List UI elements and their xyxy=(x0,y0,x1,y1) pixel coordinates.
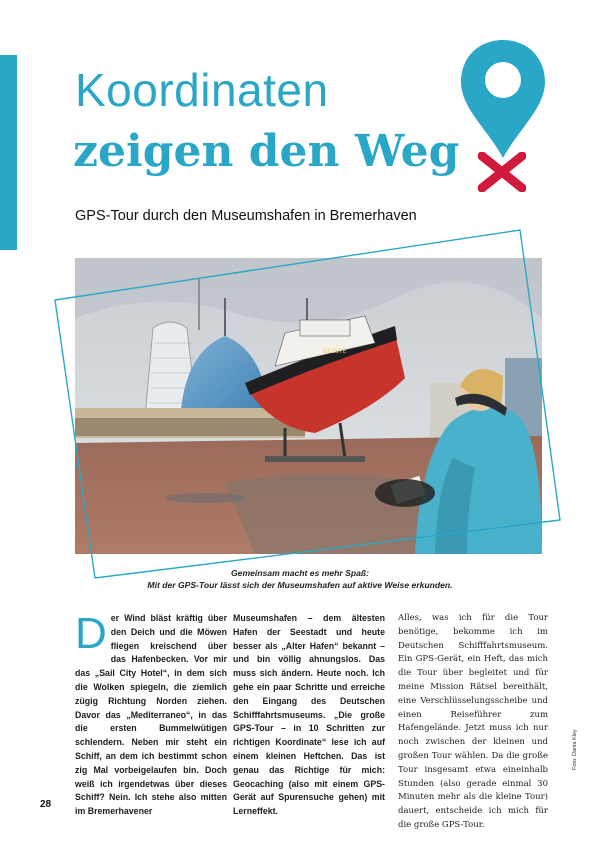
caption-line-2: Mit der GPS-Tour lässt sich der Museumshafen auf aktive Weise erkunden. xyxy=(147,580,453,590)
subtitle: GPS-Tour durch den Museumshafen in Bremerhaven xyxy=(75,208,417,224)
x-mark-icon xyxy=(478,152,526,192)
title-line-1: Koordinaten xyxy=(75,64,329,116)
drop-cap: D xyxy=(75,609,107,658)
article-column-3 xyxy=(398,612,548,833)
column-2-text: Museumshafen – dem ältesten Hafen der Seestadt und heute besser als „Alter Hafen“ bekannt – und bin völlig ahnungslos. Das muss sich ändern. Heute noch. Ich gehe ein paar Schritte und erreiche den Eingang des Deutschen Schifffahrtsmuseums. „Die große GPS-Tour – in 10 Schritten zur richtigen Koordinate“ lese ich auf einem kleinen Heftchen. Das ist genau das Richtige für mich: Geocaching (also mit einem GPS-Gerät auf Spurensuche gehen) mit Lerneffekt. xyxy=(233,613,385,817)
column-1-text: er Wind bläst kräftig über den Deich und die Möwen fliegen kreischend über das Hafenbecken. Vor mir das „Sail City Hotel“, in dem sich die Wolken spiegeln, die ziemlich zügig Richtung Norden ziehen. Davor das „Mediterraneo“, in das die ersten Bummelwütigen schlendern. Neben mir steht ein Schiff, an dem ich bestimmt schon zig Mal vorbeigelaufen bin. Doch weiß ich irgendetwas über dieses Schiff? Nein. Ich stehe also mitten im Bremerhavener xyxy=(75,613,227,817)
map-pin-icon xyxy=(458,38,548,160)
column-3-text: Alles, was ich für die Tour benötige, bekomme ich im Deutschen Schifffahrtsmuseum. Ein GPS-Gerät, ein Heft, das mich die Tour über begleitet und für meine Mission Rätsel bereithält, eine Verschlüsselungsscheibe und einen Reiseführer zum Hafengelände. Jetzt muss ich nur noch zwischen der kleinen und großen Tour wählen. Da die große Tour insgesamt etwa eineinhalb Stunden (also gerade einmal 30 Minuten mehr als die kleine Tour) dauert, entscheide ich mich für die große GPS-Tour. xyxy=(398,613,548,830)
article-column-2 xyxy=(233,612,385,819)
title-line-2: zeigen den Weg xyxy=(73,126,460,177)
page-number: 28 xyxy=(40,799,52,810)
caption-line-1: Gemeinsam macht es mehr Spaß: xyxy=(230,568,370,578)
harbour-photo xyxy=(75,258,542,554)
article-column-1 xyxy=(75,609,227,819)
accent-side-bar xyxy=(0,55,17,250)
photo-credit: Foto: Dania Kley xyxy=(572,729,578,770)
photo-caption xyxy=(90,567,510,591)
ship-name: GEESTE xyxy=(323,348,347,355)
